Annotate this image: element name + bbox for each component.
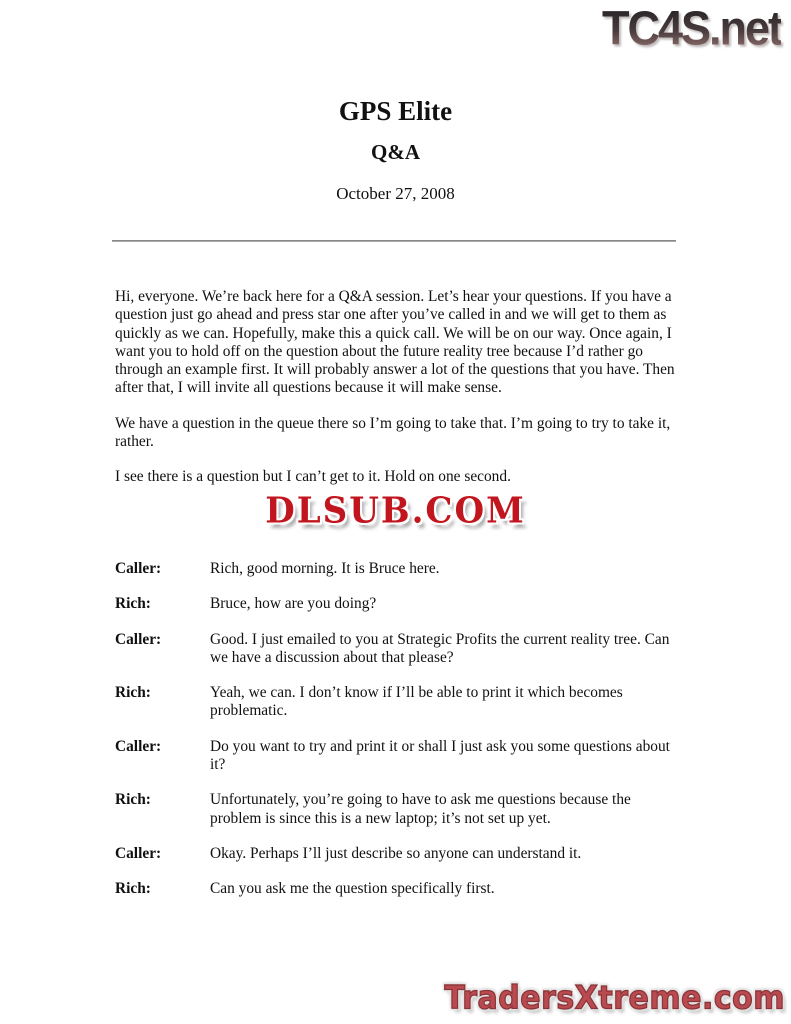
tradersxtreme-watermark-logo: TradersXtreme.com [444, 979, 785, 1017]
speech-text: Rich, good morning. It is Bruce here. [210, 560, 440, 577]
dialogue-row [115, 791, 677, 828]
speech-text: Good. I just emailed to you at Strategic Profits the current reality tree. Can we have a discussion about that please? [210, 630, 670, 666]
dialogue-row [115, 560, 677, 578]
speech-text: Bruce, how are you doing? [210, 595, 377, 613]
speaker-label: Rich: [115, 595, 151, 613]
tc4s-watermark-logo: TC4S.net [601, 0, 781, 56]
dialogue-row [115, 684, 677, 721]
document-date: October 27, 2008 [336, 184, 455, 203]
speech-text: Okay. Perhaps I’ll just describe so anyone can understand it. [210, 844, 582, 862]
page-subtitle: Q&A [371, 140, 420, 164]
speaker-label: Caller: [115, 630, 162, 648]
speaker-label: Rich: [115, 880, 151, 898]
speaker-label: Rich: [115, 684, 151, 702]
paragraph: I see there is a question but I can’t get to it. Hold on one second. [115, 468, 511, 486]
dlsub-watermark-logo: DLSUB.COM [265, 490, 526, 532]
document-header [0, 96, 791, 204]
dialogue-row [115, 880, 677, 898]
dialogue-row [115, 738, 677, 775]
speech-text: Do you want to try and print it or shall I just ask you some questions about it? [210, 737, 670, 774]
dialogue-transcript [115, 560, 677, 916]
intro-paragraphs [115, 288, 678, 504]
speaker-label: Caller: [115, 560, 162, 577]
dialogue-row [115, 845, 677, 863]
dialogue-row [115, 631, 677, 668]
speaker-label: Caller: [115, 844, 162, 862]
speaker-label: Caller: [115, 737, 162, 755]
page-title: GPS Elite [338, 96, 453, 126]
dialogue-row [115, 595, 677, 613]
speech-text: Can you ask me the question specifically first. [210, 880, 495, 898]
paragraph: Hi, everyone. We’re back here for a Q&A session. Let’s hear your questions. If you have a question just go ahead and press star one after you’ve called in and we will get to them as quickly as we can. Hopefully, make this a quick call. We will be on our way. Once again, I want you to hold off on the question about the future reality tree because I’d rather go through an example first. It will probably answer a lot of the questions that you have. Then after that, I will invite all questions because it will make sense. [115, 288, 675, 397]
speech-text: Yeah, we can. I don’t know if I’ll be able to print it which becomes problematic. [210, 684, 623, 720]
horizontal-rule [112, 240, 676, 242]
speech-text: Unfortunately, you’re going to have to ask me questions because the problem is since this is a new laptop; it’s not set up yet. [210, 791, 631, 827]
speaker-label: Rich: [115, 791, 151, 809]
paragraph: We have a question in the queue there so I’m going to take that. I’m going to try to take it, rather. [115, 414, 671, 451]
